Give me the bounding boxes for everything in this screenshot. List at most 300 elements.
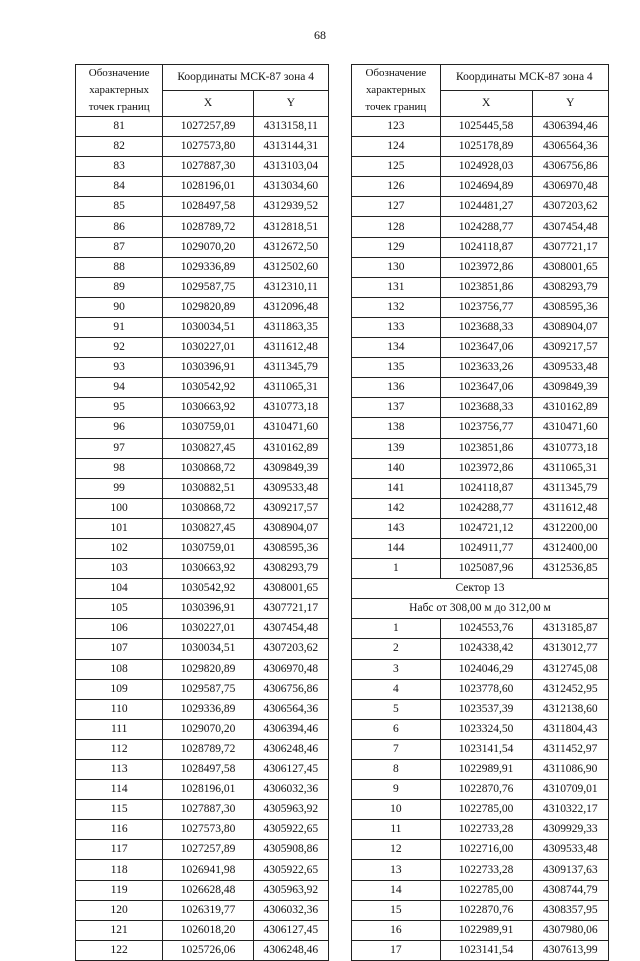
- point-cell: 120: [76, 900, 163, 920]
- x-cell: 1024481,27: [440, 197, 532, 217]
- x-cell: 1022733,28: [440, 860, 532, 880]
- point-cell: 2: [352, 639, 441, 659]
- point-cell: 17: [352, 940, 441, 960]
- y-cell: 4306756,86: [532, 157, 609, 177]
- y-cell: 4308001,65: [253, 579, 328, 599]
- y-cell: 4309849,39: [532, 378, 609, 398]
- table-row: [352, 780, 609, 800]
- table-row: [76, 338, 329, 358]
- y-cell: 4311452,97: [532, 739, 609, 759]
- point-cell: 86: [76, 217, 163, 237]
- table-row: [76, 659, 329, 679]
- table-row: [76, 780, 329, 800]
- y-cell: 4306127,45: [253, 760, 328, 780]
- table-row: [76, 277, 329, 297]
- y-cell: 4306970,48: [532, 177, 609, 197]
- x-cell: 1030542,92: [163, 378, 253, 398]
- table-row: [76, 639, 329, 659]
- x-cell: 1023324,50: [440, 719, 532, 739]
- y-cell: 4309929,33: [532, 820, 609, 840]
- x-cell: 1023851,86: [440, 277, 532, 297]
- point-cell: 1: [352, 619, 441, 639]
- y-cell: 4312745,08: [532, 659, 609, 679]
- table-row: [352, 820, 609, 840]
- point-cell: 129: [352, 237, 441, 257]
- point-cell: 112: [76, 739, 163, 759]
- y-cell: 4309137,63: [532, 860, 609, 880]
- y-cell: 4310471,60: [532, 418, 609, 438]
- x-cell: 1026941,98: [163, 860, 253, 880]
- x-cell: 1027573,80: [163, 820, 253, 840]
- point-cell: 133: [352, 317, 441, 337]
- table-row: [76, 739, 329, 759]
- header-x: X: [163, 91, 253, 117]
- point-cell: 84: [76, 177, 163, 197]
- y-cell: 4307203,62: [532, 197, 609, 217]
- y-cell: 4305922,65: [253, 860, 328, 880]
- table-row: [76, 518, 329, 538]
- y-cell: 4312400,00: [532, 538, 609, 558]
- point-cell: 4: [352, 679, 441, 699]
- x-cell: 1030034,51: [163, 639, 253, 659]
- x-cell: 1030868,72: [163, 498, 253, 518]
- table-row: [76, 498, 329, 518]
- point-cell: 119: [76, 880, 163, 900]
- point-cell: 135: [352, 358, 441, 378]
- y-cell: 4312310,11: [253, 277, 328, 297]
- y-cell: 4307721,17: [253, 599, 328, 619]
- point-cell: 15: [352, 900, 441, 920]
- table-row: [76, 177, 329, 197]
- table-row: [76, 378, 329, 398]
- x-cell: 1030827,45: [163, 438, 253, 458]
- point-cell: 138: [352, 418, 441, 438]
- x-cell: 1027257,89: [163, 840, 253, 860]
- y-cell: 4313012,77: [532, 639, 609, 659]
- table-row: [352, 900, 609, 920]
- x-cell: 1029820,89: [163, 297, 253, 317]
- y-cell: 4312672,50: [253, 237, 328, 257]
- point-cell: 116: [76, 820, 163, 840]
- x-cell: 1030759,01: [163, 418, 253, 438]
- table-row: [352, 458, 609, 478]
- table-row: [352, 257, 609, 277]
- table-row: [352, 739, 609, 759]
- x-cell: 1023633,26: [440, 358, 532, 378]
- table-row: [76, 860, 329, 880]
- table-row: [76, 820, 329, 840]
- x-cell: 1023647,06: [440, 378, 532, 398]
- table-row: [76, 679, 329, 699]
- coordinates-table-right: [351, 64, 609, 961]
- table-row: [352, 277, 609, 297]
- y-cell: 4309533,48: [532, 840, 609, 860]
- y-cell: 4312096,48: [253, 297, 328, 317]
- x-cell: 1030034,51: [163, 317, 253, 337]
- point-cell: 96: [76, 418, 163, 438]
- table-row: [76, 478, 329, 498]
- table-row: [352, 559, 609, 579]
- point-cell: 5: [352, 699, 441, 719]
- y-cell: 4306248,46: [253, 940, 328, 960]
- header-point: Обозначение характерных точек границ: [76, 65, 163, 117]
- x-cell: 1023688,33: [440, 317, 532, 337]
- point-cell: 91: [76, 317, 163, 337]
- table-row: [352, 760, 609, 780]
- header-y: Y: [253, 91, 328, 117]
- y-cell: 4312818,51: [253, 217, 328, 237]
- y-cell: 4306394,46: [532, 117, 609, 137]
- y-cell: 4305922,65: [253, 820, 328, 840]
- table-row: [76, 699, 329, 719]
- table-row: [76, 257, 329, 277]
- x-cell: 1022785,00: [440, 880, 532, 900]
- table-row: [352, 338, 609, 358]
- x-cell: 1028196,01: [163, 780, 253, 800]
- table-row: [76, 940, 329, 960]
- table-row: [352, 860, 609, 880]
- x-cell: 1023851,86: [440, 438, 532, 458]
- x-cell: 1028497,58: [163, 760, 253, 780]
- x-cell: 1022989,91: [440, 760, 532, 780]
- x-cell: 1022716,00: [440, 840, 532, 860]
- x-cell: 1030396,91: [163, 358, 253, 378]
- section-caption: Набс от 308,00 м до 312,00 м: [352, 599, 609, 619]
- point-cell: 106: [76, 619, 163, 639]
- y-cell: 4305908,86: [253, 840, 328, 860]
- x-cell: 1030227,01: [163, 338, 253, 358]
- x-cell: 1029070,20: [163, 719, 253, 739]
- table-row: [76, 599, 329, 619]
- point-cell: 127: [352, 197, 441, 217]
- table-row: [352, 599, 609, 619]
- y-cell: 4311345,79: [532, 478, 609, 498]
- x-cell: 1029820,89: [163, 659, 253, 679]
- table-row: [76, 559, 329, 579]
- table-row: [76, 920, 329, 940]
- point-cell: 11: [352, 820, 441, 840]
- y-cell: 4311804,43: [532, 719, 609, 739]
- x-cell: 1023537,39: [440, 699, 532, 719]
- point-cell: 109: [76, 679, 163, 699]
- table-row: [76, 880, 329, 900]
- y-cell: 4310322,17: [532, 800, 609, 820]
- y-cell: 4308357,95: [532, 900, 609, 920]
- table-row: [352, 157, 609, 177]
- point-cell: 88: [76, 257, 163, 277]
- point-cell: 124: [352, 137, 441, 157]
- y-cell: 4311863,35: [253, 317, 328, 337]
- point-cell: 16: [352, 920, 441, 940]
- table-row: [76, 538, 329, 558]
- point-cell: 143: [352, 518, 441, 538]
- point-cell: 8: [352, 760, 441, 780]
- table-row: [352, 719, 609, 739]
- x-cell: 1029336,89: [163, 257, 253, 277]
- point-cell: 140: [352, 458, 441, 478]
- table-row: [76, 900, 329, 920]
- point-cell: 113: [76, 760, 163, 780]
- x-cell: 1023141,54: [440, 940, 532, 960]
- x-cell: 1023756,77: [440, 297, 532, 317]
- x-cell: 1027887,30: [163, 157, 253, 177]
- x-cell: 1022785,00: [440, 800, 532, 820]
- y-cell: 4311065,31: [253, 378, 328, 398]
- y-cell: 4306394,46: [253, 719, 328, 739]
- x-cell: 1026018,20: [163, 920, 253, 940]
- x-cell: 1028196,01: [163, 177, 253, 197]
- table-row: [352, 317, 609, 337]
- x-cell: 1024694,89: [440, 177, 532, 197]
- x-cell: 1030759,01: [163, 538, 253, 558]
- y-cell: 4310162,89: [253, 438, 328, 458]
- table-row: [352, 699, 609, 719]
- y-cell: 4311086,90: [532, 760, 609, 780]
- point-cell: 87: [76, 237, 163, 257]
- point-cell: 142: [352, 498, 441, 518]
- y-cell: 4310709,01: [532, 780, 609, 800]
- point-cell: 126: [352, 177, 441, 197]
- x-cell: 1022733,28: [440, 820, 532, 840]
- table-row: [352, 518, 609, 538]
- point-cell: 134: [352, 338, 441, 358]
- point-cell: 104: [76, 579, 163, 599]
- point-cell: 144: [352, 538, 441, 558]
- point-cell: 118: [76, 860, 163, 880]
- x-cell: 1028789,72: [163, 739, 253, 759]
- x-cell: 1024118,87: [440, 478, 532, 498]
- point-cell: 137: [352, 398, 441, 418]
- point-cell: 114: [76, 780, 163, 800]
- x-cell: 1030396,91: [163, 599, 253, 619]
- page-number: 68: [314, 28, 326, 42]
- table-row: [352, 297, 609, 317]
- table-row: [352, 659, 609, 679]
- table-row: [352, 358, 609, 378]
- y-cell: 4306970,48: [253, 659, 328, 679]
- x-cell: 1023972,86: [440, 257, 532, 277]
- table-row: [352, 679, 609, 699]
- x-cell: 1023141,54: [440, 739, 532, 759]
- y-cell: 4306248,46: [253, 739, 328, 759]
- y-cell: 4306564,36: [253, 699, 328, 719]
- x-cell: 1025445,58: [440, 117, 532, 137]
- table-row: [76, 137, 329, 157]
- point-cell: 117: [76, 840, 163, 860]
- coordinates-table-left: [75, 64, 329, 961]
- table-row: [76, 719, 329, 739]
- y-cell: 4307613,99: [532, 940, 609, 960]
- point-cell: 107: [76, 639, 163, 659]
- table-row: [76, 418, 329, 438]
- y-cell: 4306032,36: [253, 900, 328, 920]
- point-cell: 139: [352, 438, 441, 458]
- y-cell: 4307454,48: [253, 619, 328, 639]
- x-cell: 1024911,77: [440, 538, 532, 558]
- point-cell: 82: [76, 137, 163, 157]
- y-cell: 4311612,48: [532, 498, 609, 518]
- y-cell: 4306756,86: [253, 679, 328, 699]
- y-cell: 4306127,45: [253, 920, 328, 940]
- x-cell: 1030827,45: [163, 518, 253, 538]
- y-cell: 4305963,92: [253, 800, 328, 820]
- table-row: [352, 478, 609, 498]
- point-cell: 105: [76, 599, 163, 619]
- x-cell: 1029587,75: [163, 277, 253, 297]
- y-cell: 4307980,06: [532, 920, 609, 940]
- x-cell: 1027573,80: [163, 137, 253, 157]
- table-row: [76, 579, 329, 599]
- point-cell: 98: [76, 458, 163, 478]
- x-cell: 1028789,72: [163, 217, 253, 237]
- point-cell: 101: [76, 518, 163, 538]
- y-cell: 4308744,79: [532, 880, 609, 900]
- section-caption: Сектор 13: [352, 579, 609, 599]
- y-cell: 4307454,48: [532, 217, 609, 237]
- y-cell: 4309533,48: [253, 478, 328, 498]
- table-row: [352, 418, 609, 438]
- table-row: [352, 438, 609, 458]
- point-cell: 7: [352, 739, 441, 759]
- table-row: [352, 880, 609, 900]
- point-cell: 130: [352, 257, 441, 277]
- x-cell: 1024118,87: [440, 237, 532, 257]
- table-row: [352, 639, 609, 659]
- table-row: [76, 197, 329, 217]
- x-cell: 1023778,60: [440, 679, 532, 699]
- table-row: [76, 317, 329, 337]
- y-cell: 4311612,48: [253, 338, 328, 358]
- table-row: [76, 117, 329, 137]
- header-point: Обозначение характерных точек границ: [352, 65, 441, 117]
- y-cell: 4308904,07: [532, 317, 609, 337]
- y-cell: 4311345,79: [253, 358, 328, 378]
- point-cell: 1: [352, 559, 441, 579]
- table-row: [76, 840, 329, 860]
- y-cell: 4313158,11: [253, 117, 328, 137]
- table-row: [76, 619, 329, 639]
- x-cell: 1022870,76: [440, 780, 532, 800]
- table-row: [352, 137, 609, 157]
- x-cell: 1030868,72: [163, 458, 253, 478]
- x-cell: 1024046,29: [440, 659, 532, 679]
- point-cell: 83: [76, 157, 163, 177]
- x-cell: 1027257,89: [163, 117, 253, 137]
- y-cell: 4308293,79: [253, 559, 328, 579]
- x-cell: 1024928,03: [440, 157, 532, 177]
- y-cell: 4313034,60: [253, 177, 328, 197]
- x-cell: 1025726,06: [163, 940, 253, 960]
- point-cell: 99: [76, 478, 163, 498]
- point-cell: 9: [352, 780, 441, 800]
- x-cell: 1024288,77: [440, 498, 532, 518]
- y-cell: 4305963,92: [253, 880, 328, 900]
- point-cell: 136: [352, 378, 441, 398]
- point-cell: 12: [352, 840, 441, 860]
- table-row: [76, 398, 329, 418]
- header-coordinates: Координаты МСК-87 зона 4: [163, 65, 329, 91]
- table-row: [352, 940, 609, 960]
- x-cell: 1029070,20: [163, 237, 253, 257]
- y-cell: 4308904,07: [253, 518, 328, 538]
- y-cell: 4308595,36: [532, 297, 609, 317]
- x-cell: 1028497,58: [163, 197, 253, 217]
- table-row: [352, 840, 609, 860]
- header-coordinates: Координаты МСК-87 зона 4: [440, 65, 608, 91]
- x-cell: 1029587,75: [163, 679, 253, 699]
- y-cell: 4312502,60: [253, 257, 328, 277]
- x-cell: 1026319,77: [163, 900, 253, 920]
- x-cell: 1027887,30: [163, 800, 253, 820]
- point-cell: 3: [352, 659, 441, 679]
- point-cell: 93: [76, 358, 163, 378]
- point-cell: 141: [352, 478, 441, 498]
- header-x: X: [440, 91, 532, 117]
- table-row: [76, 217, 329, 237]
- table-row: [352, 117, 609, 137]
- table-row: [76, 438, 329, 458]
- table-row: [352, 619, 609, 639]
- x-cell: 1024288,77: [440, 217, 532, 237]
- table-row: [352, 177, 609, 197]
- point-cell: 103: [76, 559, 163, 579]
- x-cell: 1030542,92: [163, 579, 253, 599]
- table-row: [76, 237, 329, 257]
- y-cell: 4309849,39: [253, 458, 328, 478]
- point-cell: 95: [76, 398, 163, 418]
- table-row: [352, 197, 609, 217]
- table-row: [352, 538, 609, 558]
- point-cell: 110: [76, 699, 163, 719]
- table-row: [352, 920, 609, 940]
- y-cell: 4308595,36: [253, 538, 328, 558]
- y-cell: 4309217,57: [253, 498, 328, 518]
- point-cell: 102: [76, 538, 163, 558]
- y-cell: 4313185,87: [532, 619, 609, 639]
- y-cell: 4310773,18: [253, 398, 328, 418]
- table-row: [352, 378, 609, 398]
- y-cell: 4312536,85: [532, 559, 609, 579]
- y-cell: 4306564,36: [532, 137, 609, 157]
- point-cell: 85: [76, 197, 163, 217]
- point-cell: 89: [76, 277, 163, 297]
- point-cell: 111: [76, 719, 163, 739]
- y-cell: 4307203,62: [253, 639, 328, 659]
- point-cell: 132: [352, 297, 441, 317]
- header-y: Y: [532, 91, 609, 117]
- x-cell: 1030227,01: [163, 619, 253, 639]
- point-cell: 92: [76, 338, 163, 358]
- x-cell: 1024721,12: [440, 518, 532, 538]
- y-cell: 4313103,04: [253, 157, 328, 177]
- y-cell: 4308293,79: [532, 277, 609, 297]
- point-cell: 122: [76, 940, 163, 960]
- point-cell: 108: [76, 659, 163, 679]
- table-row: [352, 800, 609, 820]
- x-cell: 1029336,89: [163, 699, 253, 719]
- table-row: [352, 398, 609, 418]
- x-cell: 1024553,76: [440, 619, 532, 639]
- table-row: [352, 217, 609, 237]
- x-cell: 1022870,76: [440, 900, 532, 920]
- y-cell: 4312939,52: [253, 197, 328, 217]
- x-cell: 1026628,48: [163, 880, 253, 900]
- y-cell: 4306032,36: [253, 780, 328, 800]
- y-cell: 4310162,89: [532, 398, 609, 418]
- x-cell: 1023972,86: [440, 458, 532, 478]
- x-cell: 1023647,06: [440, 338, 532, 358]
- y-cell: 4309217,57: [532, 338, 609, 358]
